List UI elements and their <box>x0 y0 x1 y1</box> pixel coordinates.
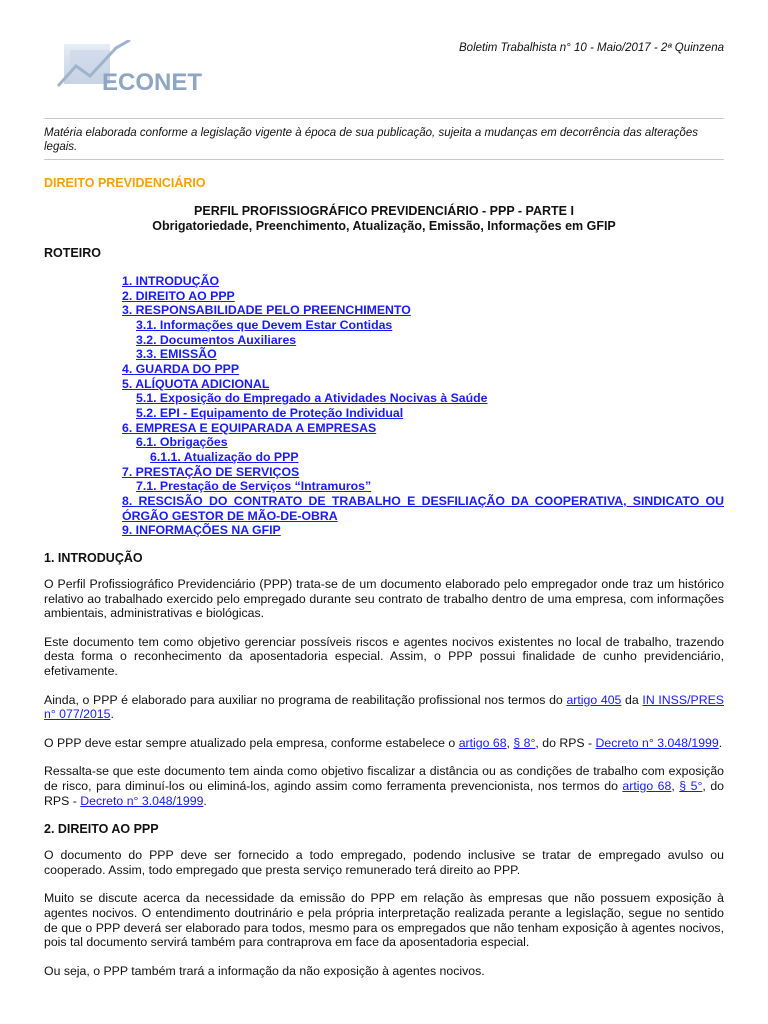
toc-item-6-1-1[interactable]: 6.1.1. Atualização do PPP <box>150 449 299 464</box>
link-decreto-3048-1999[interactable]: Decreto n° 3.048/1999 <box>80 793 204 808</box>
toc-item-7[interactable]: 7. PRESTAÇÃO DE SERVIÇOS <box>122 464 300 479</box>
section-1-paragraph-2: Este documento tem como objetivo gerenciar possíveis riscos e agentes nocivos existentes no local de trabalho, trazendo desta forma o reconhecimento da aposentadoria especial. Assim, o PPP possui finalidade de cunho previdenciário, efetivamente. <box>44 634 724 678</box>
link-artigo-68[interactable]: artigo 68 <box>458 735 507 750</box>
econet-logo-graphic <box>56 40 246 100</box>
toc-item-1[interactable]: 1. INTRODUÇÃO <box>122 274 220 288</box>
toc-item-9[interactable]: 9. INFORMAÇÕES NA GFIP <box>122 523 281 538</box>
disclaimer-text: Matéria elaborada conforme a legislação vigente à época de sua publicação, sujeita a mudanças em decorrência das alterações legais. <box>44 127 698 153</box>
toc-item-3[interactable]: 3. RESPONSABILIDADE PELO PREENCHIMENTO <box>122 303 411 318</box>
roteiro-heading: ROTEIRO <box>44 246 101 260</box>
toc-item-4[interactable]: 4. GUARDA DO PPP <box>122 361 240 376</box>
toc-item-3-3[interactable]: 3.3. EMISSÃO <box>136 347 217 362</box>
section-2-paragraph-3: Ou seja, o PPP também trará a informação da não exposição à agentes nocivos. <box>44 963 485 978</box>
link-artigo-405[interactable]: artigo 405 <box>566 692 622 707</box>
section-1-paragraph-5: Ressalta-se que este documento tem ainda como objetivo fiscalizar a distância ou as condições de trabalho com exposição de risco, para diminuí-los ou eliminá-los, agindo assim como ferramenta prevencionista, nos termos do artigo 68, § 5°, do RPS - Decreto n° 3.048/1999. <box>44 764 725 808</box>
section-1-paragraph-4: O PPP deve estar sempre atualizado pela empresa, conforme estabelece o artigo 68, § 8°, do RPS - Decreto n° 3.048/1999. <box>44 735 723 750</box>
toc-item-5[interactable]: 5. ALÍQUOTA ADICIONAL <box>122 376 270 391</box>
toc-item-3-1[interactable]: 3.1. Informações que Devem Estar Contidas <box>136 317 393 332</box>
econet-logo <box>56 40 246 100</box>
toc-item-6[interactable]: 6. EMPRESA E EQUIPARADA A EMPRESAS <box>122 420 377 435</box>
document-title <box>44 204 724 234</box>
document-title-subtitle: Obrigatoriedade, Preenchimento, Atualização, Emissão, Informações em GFIP <box>152 219 616 233</box>
divider-bottom <box>44 159 724 160</box>
link-paragrafo-5[interactable]: § 5° <box>679 778 703 793</box>
toc-item-5-1[interactable]: 5.1. Exposição do Empregado a Atividades Nocivas à Saúde <box>136 391 488 406</box>
link-in-inss-pres-077-2015[interactable]: IN INSS/PRES n° 077/2015 <box>44 692 724 722</box>
svg-text:ECONET: ECONET <box>102 69 203 96</box>
document-title-main: PERFIL PROFISSIOGRÁFICO PREVIDENCIÁRIO - PPP - PARTE I <box>194 204 574 218</box>
toc-item-5-2[interactable]: 5.2. EPI - Equipamento de Proteção Individual <box>136 405 404 420</box>
section-1-paragraph-3: Ainda, o PPP é elaborado para auxiliar no programa de reabilitação profissional nos termos do artigo 405 da IN INSS/PRES n° 077/2015. <box>44 692 724 722</box>
section-2-paragraph-1: O documento do PPP deve ser fornecido a todo empregado, podendo inclusive se tratar de empregado avulso ou cooperado. Assim, todo empregado que presta serviço remunerado terá direito ao PPP. <box>44 848 724 877</box>
toc-item-7-1[interactable]: 7.1. Prestação de Serviços “Intramuros” <box>136 479 372 494</box>
link-decreto-3048-1999[interactable]: Decreto n° 3.048/1999 <box>595 735 719 750</box>
table-of-contents <box>122 274 724 538</box>
toc-item-2[interactable]: 2. DIREITO AO PPP <box>122 288 235 303</box>
section-2-heading: 2. DIREITO AO PPP <box>44 822 159 837</box>
link-artigo-68[interactable]: artigo 68 <box>622 778 672 793</box>
section-2-paragraph-2: Muito se discute acerca da necessidade da emissão do PPP em relação às empresas que não possuem exposição à agentes nocivos. O entendimento doutrinário e pela própria interpretação realizada perante a legislação, segue no sentido de que o PPP deverá ser elaborado para todos, mesmo para os empregados que não tenham exposição à agentes nocivos, pois tal documento servirá também para contraprova em face da aposentadoria especial. <box>44 891 724 950</box>
link-paragrafo-8[interactable]: § 8° <box>513 735 536 750</box>
bulletin-title: Boletim Trabalhista n° 10 - Maio/2017 - 2ª Quinzena <box>459 42 724 54</box>
toc-item-8[interactable]: 8. RESCISÃO DO CONTRATO DE TRABALHO E DESFILIAÇÃO DA COOPERATIVA, SINDICATO OU ÓRGÃO GESTOR DE MÃO-DE-OBRA <box>122 493 724 523</box>
section-category: DIREITO PREVIDENCIÁRIO <box>44 176 206 190</box>
toc-item-6-1[interactable]: 6.1. Obrigações <box>136 435 228 450</box>
divider-top <box>44 118 724 119</box>
document-body <box>44 551 724 992</box>
toc-item-3-2[interactable]: 3.2. Documentos Auxiliares <box>136 332 297 347</box>
section-1-heading: 1. INTRODUÇÃO <box>44 551 143 565</box>
section-1-paragraph-1: O Perfil Profissiográfico Previdenciário (PPP) trata-se de um documento elaborado pelo empregador onde traz um histórico relativo ao trabalhado exercido pelo empregado durante seu contrato de trabalho dentro de uma empresa, com informações ambientais, administrativas e biológicas. <box>44 577 724 621</box>
